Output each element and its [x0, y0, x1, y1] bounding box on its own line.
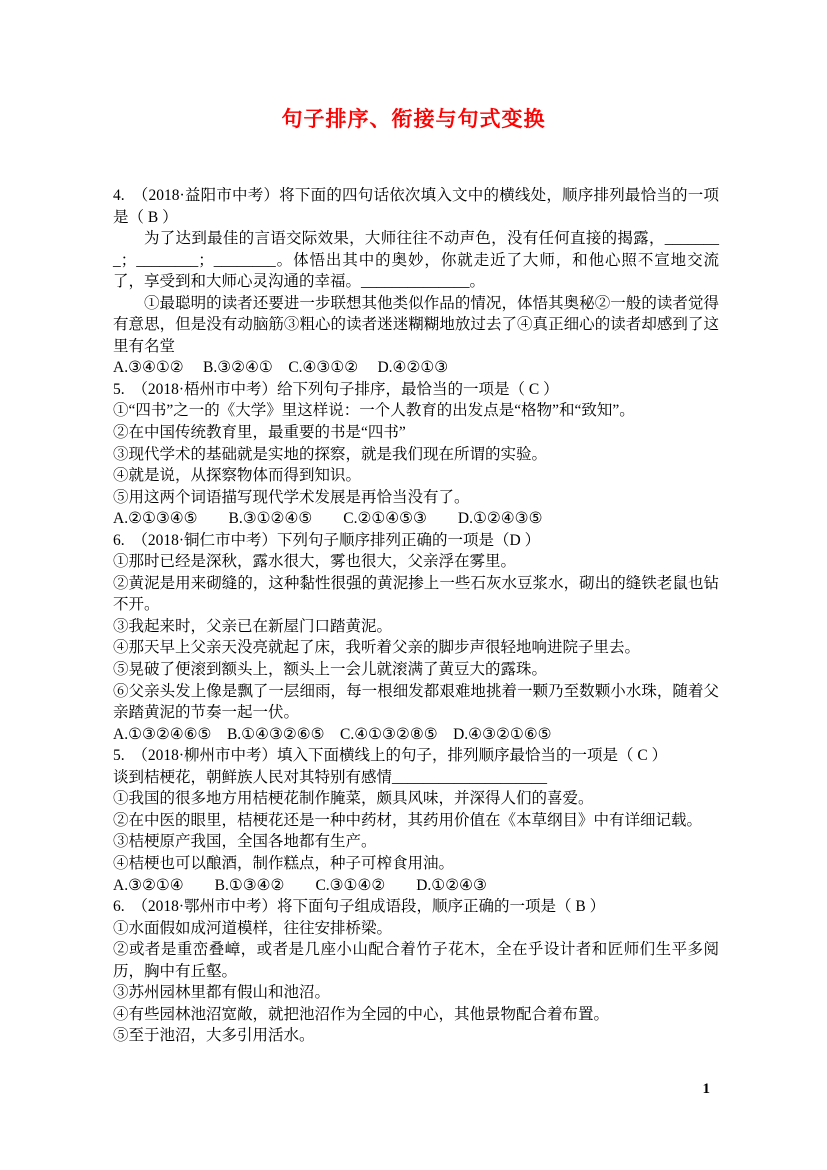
paragraph: ①最聪明的读者还要进一步联想其他类似作品的情况，体悟其奥秘②一般的读者觉得有意思，但是没有动脑筋③粗心的读者迷迷糊糊地放过去了④真正细心的读者却感到了这里有名堂 [113, 294, 719, 355]
paragraph: ④桔梗也可以酿酒，制作糕点，种子可榨食用油。 [113, 854, 455, 872]
paragraph: ⑤用这两个词语描写现代学术发展是再恰当没有了。 [113, 488, 470, 506]
paragraph: ②在中国传统教育里，最重要的书是“四书” [113, 424, 406, 442]
paragraph: ②黄泥是用来砌缝的，这种黏性很强的黄泥掺上一些石灰水豆浆水，砌出的缝铁老鼠也钻不开。 [113, 574, 719, 614]
paragraph: ⑥父亲头发上像是飘了一层细雨，每一根细发都艰难地挑着一颗乃至数颗小水珠，随着父亲踏黄泥的节奏一起一伏。 [113, 682, 719, 722]
paragraph: ③苏州园林里都有假山和池沼。 [113, 984, 331, 1002]
paragraph: 为了达到最佳的言语交际效果，大师往往不动声色，没有任何直接的揭露，________；________；________。体悟出其中的奥妙，你就走近了大师，和他心照不宣地交流了，享受到和大师心灵沟通的幸福。______________。 [113, 230, 719, 291]
page-title: 句子排序、衔接与句式变换 [281, 107, 546, 131]
paragraph: ③我起来时，父亲已在新屋门口踏黄泥。 [113, 617, 393, 635]
paragraph: ⑤至于池沼，大多引用活水。 [113, 1027, 315, 1045]
document-body [113, 185, 719, 1047]
paragraph: A.①③②④⑥⑤ B.①④③②⑥⑤ C.④①③②⑧⑤ D.④③②①⑥⑤ [113, 725, 552, 743]
paragraph: ④那天早上父亲天没亮就起了床，我听着父亲的脚步声很轻地响进院子里去。 [113, 639, 641, 657]
paragraph: ②在中医的眼里，桔梗花还是一种中药材，其药用价值在《本草纲目》中有详细记载。 [113, 811, 703, 829]
paragraph: 5. （2018·梧州市中考）给下列句子排序，最恰当的一项是（ C ） [113, 380, 559, 398]
paragraph: A.③②①④ B.①③④② C.③①④② D.①②④③ [113, 876, 487, 894]
paragraph: ⑤晃破了便滚到额头上，额头上一会儿就滚满了黄豆大的露珠。 [113, 661, 548, 679]
paragraph: 6. （2018·铜仁市中考）下列句子顺序排列正确的一项是（D ） [113, 531, 541, 549]
paragraph: ③现代学术的基础就是实地的探察，就是我们现在所谓的实验。 [113, 445, 548, 463]
paragraph: 5. （2018·柳州市中考）填入下面横线上的句子，排列顺序最恰当的一项是（ C ） [113, 747, 668, 765]
paragraph: A.②①③④⑤ B.③①②④⑤ C.②①④⑤③ D.①②④③⑤ [113, 510, 543, 528]
paragraph: 6. （2018·鄂州市中考）将下面句子组成语段，顺序正确的一项是（ B ） [113, 898, 606, 916]
paragraph: ①我国的很多地方用桔梗花制作腌菜，颇具风味，并深得人们的喜爱。 [113, 790, 594, 808]
page-number: 1 [702, 1081, 710, 1097]
paragraph: ④就是说，从探察物体而得到知识。 [113, 467, 362, 485]
paragraph: 谈到桔梗花，朝鲜族人民对其特别有感情____________________ [113, 768, 548, 786]
paragraph: ④有些园林池沼宽敞，就把池沼作为全园的中心，其他景物配合着布置。 [113, 1005, 610, 1023]
paragraph: ③桔梗原产我国，全国各地都有生产。 [113, 833, 377, 851]
paragraph: 4. （2018·益阳市中考）将下面的四句话依次填入文中的横线处，顺序排列最恰当的一项是（ B ） [113, 187, 719, 226]
paragraph: ②或者是重峦叠嶂，或者是几座小山配合着竹子花木，全在乎设计者和匠师们生平多阅历，胸中有丘壑。 [113, 941, 719, 980]
paragraph: ①那时已经是深秋，露水很大，雾也很大，父亲浮在雾里。 [113, 553, 517, 571]
paragraph: ①水面假如成河道模样，往往安排桥梁。 [113, 919, 393, 937]
paragraph: ①“四书”之一的《大学》里这样说：一个人教育的出发点是“格物”和“致知”。 [113, 402, 635, 420]
paragraph: A.③④①② B.③②④① C.④③①② D.④②①③ [113, 359, 449, 377]
